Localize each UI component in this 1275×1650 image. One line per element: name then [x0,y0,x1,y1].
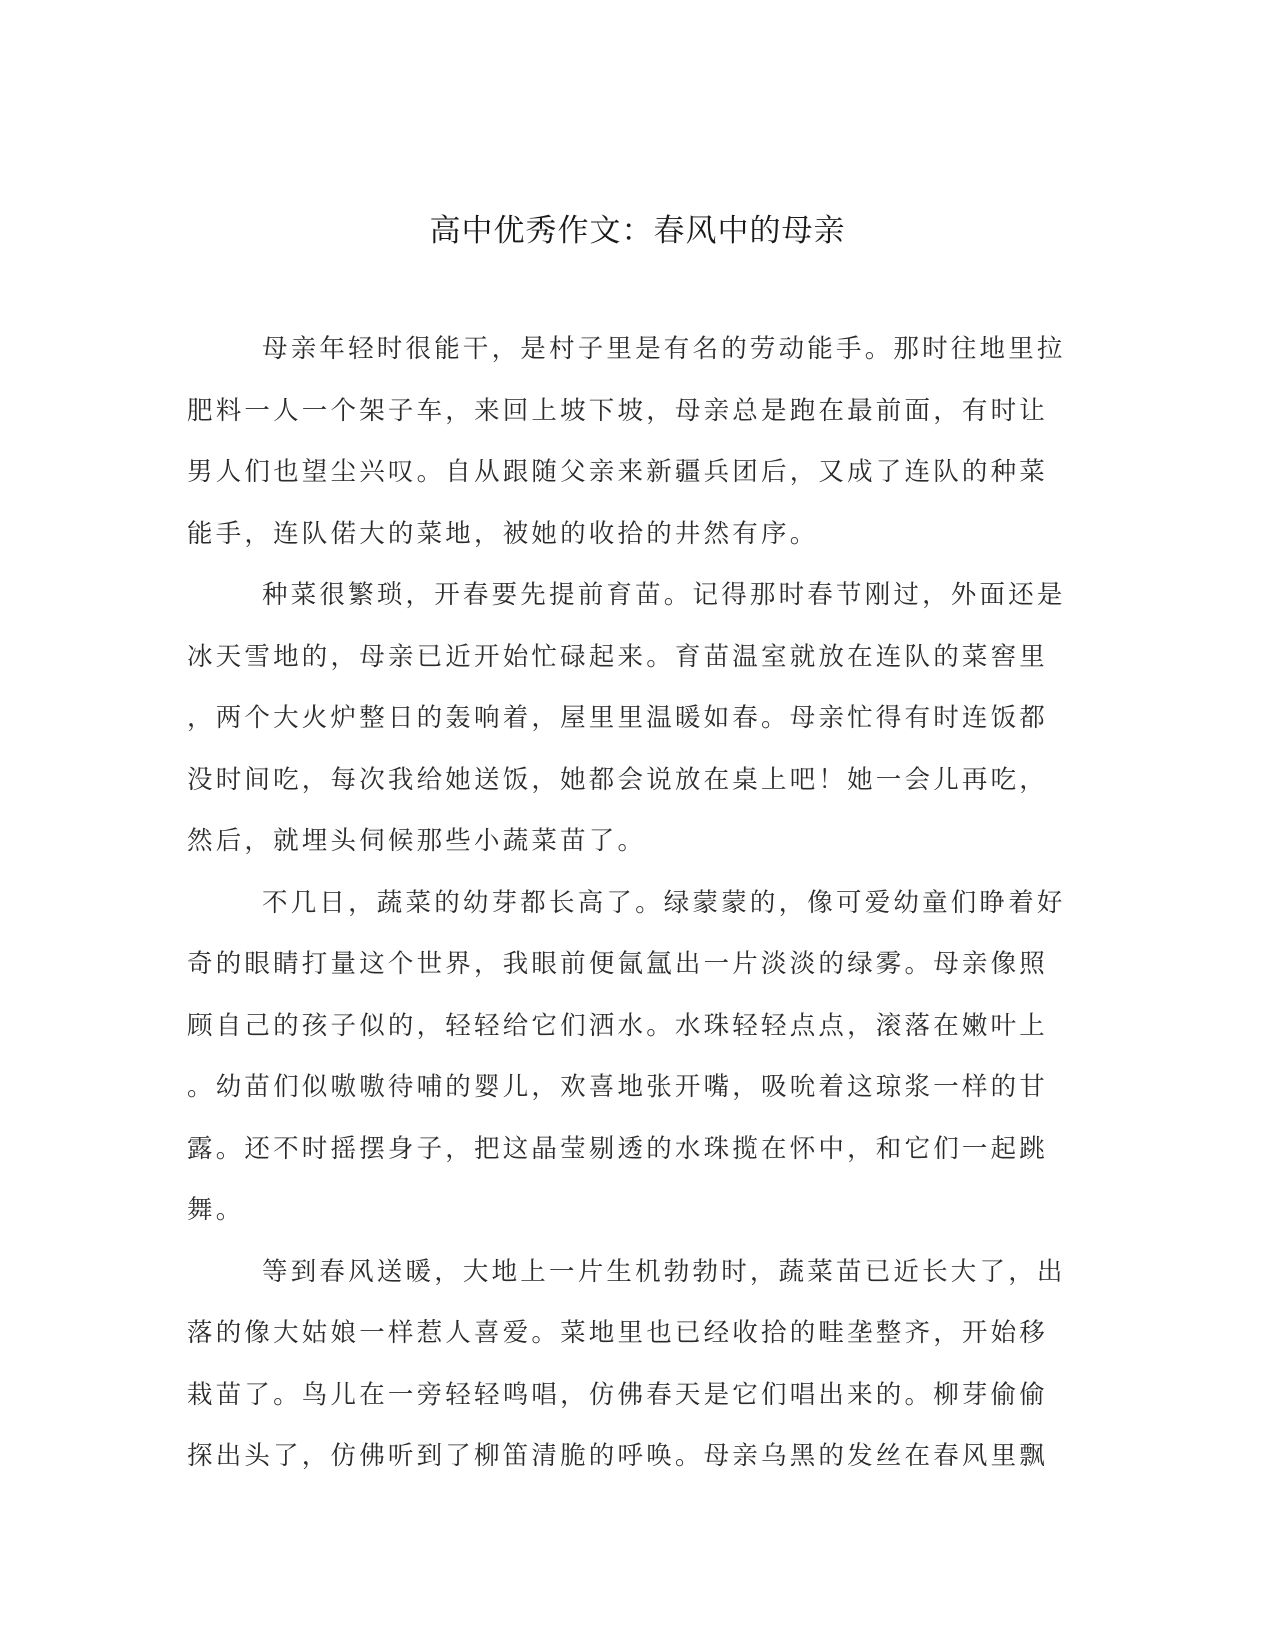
text-line: 等到春风送暖，大地上一片生机勃勃时，蔬菜苗已近长大了，出 [262,1256,1066,1287]
text-line: ，两个大火炉整日的轰响着，屋里里温暖如春。母亲忙得有时连饭都 [187,703,1049,733]
text-line: 种菜很繁琐，开春要先提前育苗。记得那时春节刚过，外面还是 [262,580,1066,610]
text-line: 冰天雪地的，母亲已近开始忙碌起来。育苗温室就放在连队的菜窖里 [187,641,1049,672]
text-line: 栽苗了。鸟儿在一旁轻轻鸣唱，仿佛春天是它们唱出来的。柳芽偷偷 [187,1379,1049,1410]
text-line: 肥料一人一个架子车，来回上坡下坡，母亲总是跑在最前面，有时让 [187,395,1049,426]
text-line: 奇的眼睛打量这个世界，我眼前便氤氲出一片淡淡的绿雾。母亲像照 [187,949,1049,979]
text-line: 舞。 [187,1195,245,1225]
text-line: 探出头了，仿佛听到了柳笛清脆的呼唤。母亲乌黑的发丝在春风里飘 [187,1441,1049,1471]
document-body [187,329,1077,1498]
text-line: 母亲年轻时很能干，是村子里是有名的劳动能手。那时往地里拉 [262,334,1066,364]
document-title: 高中优秀作文：春风中的母亲 [429,213,846,249]
text-line: 不几日，蔬菜的幼芽都长高了。绿蒙蒙的，像可爱幼童们睁着好 [262,887,1066,918]
text-line: 露。还不时摇摆身子，把这晶莹剔透的水珠揽在怀中，和它们一起跳 [187,1133,1049,1164]
text-line: 顾自己的孩子似的，轻轻给它们洒水。水珠轻轻点点，滚落在嫩叶上 [187,1010,1049,1041]
text-line: 能手，连队偌大的菜地，被她的收拾的井然有序。 [187,518,819,549]
text-line: 男人们也望尘兴叹。自从跟随父亲来新疆兵团后，又成了连队的种菜 [187,457,1049,487]
text-line: 没时间吃，每次我给她送饭，她都会说放在桌上吧！她一会儿再吃， [187,764,1049,795]
text-line: 然后，就埋头伺候那些小蔬菜苗了。 [187,826,647,856]
text-line: 落的像大姑娘一样惹人喜爱。菜地里也已经收拾的畦垄整齐，开始移 [187,1318,1049,1348]
text-line: 。幼苗们似嗷嗷待哺的婴儿，欢喜地张开嘴，吸吮着这琼浆一样的甘 [187,1072,1049,1102]
